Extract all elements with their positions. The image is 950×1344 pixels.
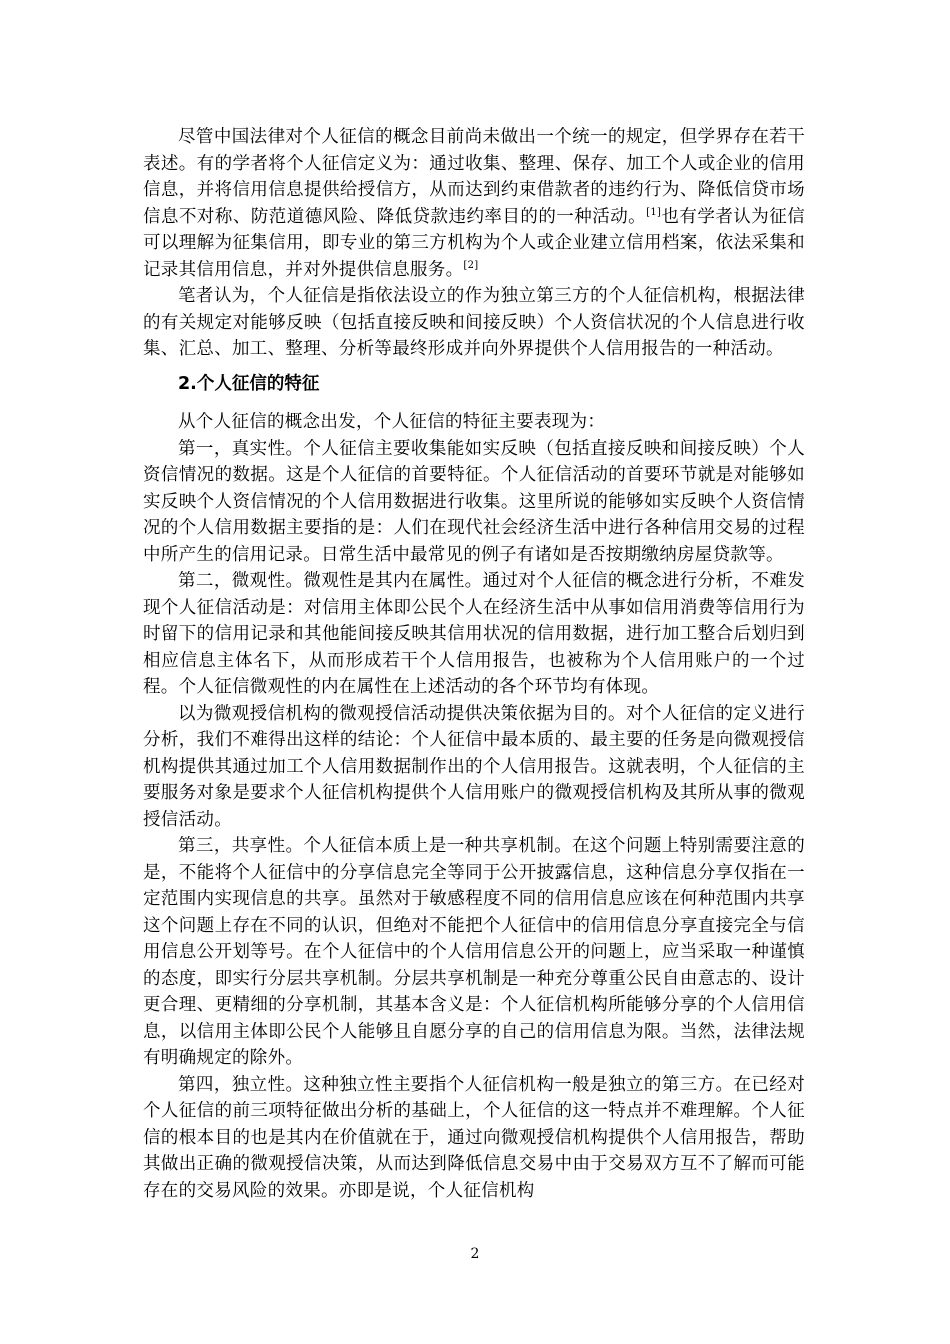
citation-marker: [1] xyxy=(646,206,662,218)
paragraph-definition-author xyxy=(143,283,805,363)
paragraph-definition-scholars xyxy=(143,124,805,283)
paragraph-text: 笔者认为，个人征信是指依法设立的作为独立第三方的个人征信机构，根据法律的有关规定对能够反映（包括直接反映和间接反映）个人资信状况的个人信息进行收集、汇总、加工、整理、分析等最终形成并向外界提供个人信用报告的一种活动。 xyxy=(143,286,805,359)
paragraph-text: 也有学者认为征信可以理解为征集信用，即专业的第三方机构为个人或企业建立信用档案，依法采集和记录其信用信息，并对外提供信息服务。 xyxy=(143,206,805,280)
page-number: 2 xyxy=(470,1246,480,1262)
paragraph-purpose: 以为微观授信机构的微观授信活动提供决策依据为目的。对个人征信的定义进行分析，我们不难得出这样的结论：个人征信中最本质的、最主要的任务是向微观授信机构提供其通过加工个人信用数据制作出的个人信用报告。这就表明，个人征信的主要服务对象是要求个人征信机构提供个人信用账户的微观授信机构及其所从事的微观授信活动。 xyxy=(143,703,805,830)
paragraph-microscopic: 第二，微观性。微观性是其内在属性。通过对个人征信的概念进行分析，不难发现个人征信活动是：对信用主体即公民个人在经济生活中从事如信用消费等信用行为时留下的信用记录和其他能间接反映其信用状况的信用数据，进行加工整合后划归到相应信息主体名下，从而形成若干个人信用报告，也被称为个人信用账户的一个过程。个人征信微观性的内在属性在上述活动的各个环节均有体现。 xyxy=(143,571,805,697)
paragraph-sharing: 第三，共享性。个人征信本质上是一种共享机制。在这个问题上特别需要注意的是，不能将个人征信中的分享信息完全等同于公开披露信息，这种信息分享仅指在一定范围内实现信息的共享。虽然对于敏感程度不同的信用信息应该在何种范围内共享这个问题上存在不同的认识，但绝对不能把个人征信中的信用信息分享直接完全与信用信息公开划等号。在个人征信中的个人信用信息公开的问题上，应当采取一种谨慎的态度，即实行分层共享机制。分层共享机制是一种充分尊重公民自由意志的、设计更合理、更精细的分享机制，其基本含义是：个人征信机构所能够分享的个人信用信息，以信用主体即公民个人能够且自愿分享的自己的信用信息为限。当然，法律法规有明确规定的除外。 xyxy=(143,836,805,1068)
paragraph-intro: 从个人征信的概念出发，个人征信的特征主要表现为： xyxy=(178,412,606,432)
section-heading: 2.个人征信的特征 xyxy=(178,373,320,394)
document-page xyxy=(143,124,805,1204)
paragraph-text: 尽管中国法律对个人征信的概念目前尚未做出一个统一的规定，但学界存在若干表述。有的学者将个人征信定义为：通过收集、整理、保存、加工个人或企业的信用信息，并将信用信息提供给授信方，从而达到约束借款者的违约行为、降低信贷市场信息不对称、防范道德风险、降低贷款违约率目的的一种活动。 xyxy=(143,127,805,227)
paragraph-authenticity: 第一，真实性。个人征信主要收集能如实反映（包括直接反映和间接反映）个人资信情况的数据。这是个人征信的首要特征。个人征信活动的首要环节就是对能够如实反映个人资信情况的个人信用数据进行收集。这里所说的能够如实反映个人资信情况的个人信用数据主要指的是：人们在现代社会经济生活中进行各种信用交易的过程中所产生的信用记录。日常生活中最常见的例子有诸如是否按期缴纳房屋贷款等。 xyxy=(143,438,805,565)
paragraph-independence: 第四，独立性。这种独立性主要指个人征信机构一般是独立的第三方。在已经对个人征信的前三项特征做出分析的基础上，个人征信的这一特点并不难理解。个人征信的根本目的也是其内在价值就在于，通过向微观授信机构提供个人信用报告，帮助其做出正确的微观授信决策，从而达到降低信息交易中由于交易双方互不了解而可能存在的交易风险的效果。亦即是说，个人征信机构 xyxy=(143,1074,805,1201)
citation-marker: [2] xyxy=(463,259,479,271)
